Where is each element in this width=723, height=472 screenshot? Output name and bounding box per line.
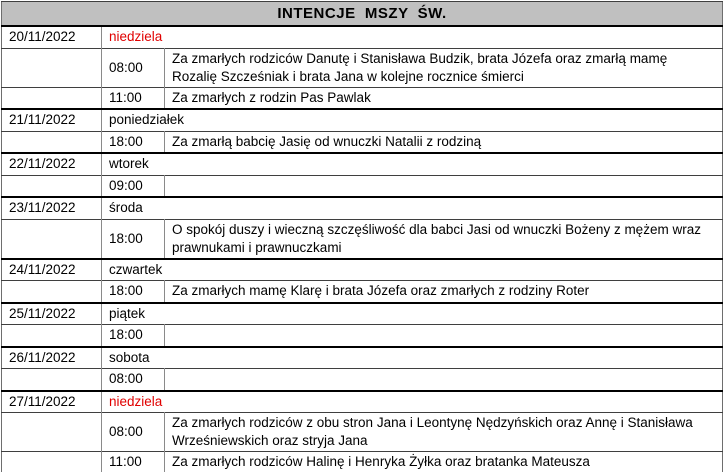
intention-cell: Za zmarłych rodziców z obu stron Jana i Leontynę Nędzyńskich oraz Annę i Stanisława Wrześniewskich oraz stryja Jana: [165, 413, 723, 452]
date-row: [2, 391, 723, 413]
day-name-cell: piątek: [102, 303, 723, 325]
date-cell: 27/11/2022: [2, 391, 102, 413]
time-cell: 08:00: [102, 369, 165, 391]
title-row: [2, 2, 723, 27]
date-spacer-cell: [2, 413, 102, 452]
intention-cell: [165, 175, 723, 197]
intention-cell: Za zmarłych z rodzin Pas Pawlak: [165, 87, 723, 109]
mass-row: [2, 219, 723, 259]
intention-cell: O spokój duszy i wieczną szczęśliwość dla babci Jasi od wnuczki Bożeny z mężem wraz prawnukami i prawnuczkami: [165, 219, 723, 259]
date-cell: 20/11/2022: [2, 26, 102, 48]
date-row: [2, 303, 723, 325]
intention-cell: Za zmarłych mamę Klarę i brata Józefa oraz zmarłych z rodziny Roter: [165, 281, 723, 303]
time-cell: 18:00: [102, 219, 165, 259]
date-spacer-cell: [2, 48, 102, 87]
intention-cell: Za zmarłych rodziców Halinę i Henryka Żyłka oraz bratanka Mateusza: [165, 452, 723, 472]
date-spacer-cell: [2, 452, 102, 472]
mass-row: [2, 369, 723, 391]
date-row: [2, 109, 723, 131]
time-cell: 11:00: [102, 87, 165, 109]
mass-row: [2, 413, 723, 452]
date-row: [2, 347, 723, 369]
date-spacer-cell: [2, 131, 102, 153]
date-spacer-cell: [2, 175, 102, 197]
date-row: [2, 259, 723, 281]
time-cell: 18:00: [102, 325, 165, 347]
day-name-cell: sobota: [102, 347, 723, 369]
date-cell: 22/11/2022: [2, 153, 102, 175]
time-cell: 18:00: [102, 281, 165, 303]
schedule-body: [2, 26, 723, 472]
date-spacer-cell: [2, 369, 102, 391]
day-name-cell: niedziela: [102, 391, 723, 413]
time-cell: 11:00: [102, 452, 165, 472]
mass-row: [2, 281, 723, 303]
day-name-cell: czwartek: [102, 259, 723, 281]
date-spacer-cell: [2, 87, 102, 109]
mass-row: [2, 131, 723, 153]
date-cell: 25/11/2022: [2, 303, 102, 325]
time-cell: 09:00: [102, 175, 165, 197]
date-spacer-cell: [2, 325, 102, 347]
intention-cell: Za zmarłą babcię Jasię od wnuczki Natalii z rodziną: [165, 131, 723, 153]
date-cell: 21/11/2022: [2, 109, 102, 131]
date-cell: 26/11/2022: [2, 347, 102, 369]
day-name-cell: środa: [102, 197, 723, 219]
day-name-cell: niedziela: [102, 26, 723, 48]
mass-row: [2, 325, 723, 347]
time-cell: 08:00: [102, 413, 165, 452]
mass-row: [2, 48, 723, 87]
date-cell: 23/11/2022: [2, 197, 102, 219]
page-title: INTENCJE MSZY ŚW.: [2, 2, 723, 27]
mass-row: [2, 452, 723, 472]
date-row: [2, 153, 723, 175]
intention-cell: Za zmarłych rodziców Danutę i Stanisława Budzik, brata Józefa oraz zmarłą mamę Rozalię Szcześniak i brata Jana w kolejne rocznice śmierci: [165, 48, 723, 87]
intention-cell: [165, 369, 723, 391]
time-cell: 18:00: [102, 131, 165, 153]
mass-row: [2, 87, 723, 109]
date-row: [2, 197, 723, 219]
date-spacer-cell: [2, 281, 102, 303]
date-cell: 24/11/2022: [2, 259, 102, 281]
mass-intentions-table: [1, 1, 723, 472]
date-spacer-cell: [2, 219, 102, 259]
date-row: [2, 26, 723, 48]
intention-cell: [165, 325, 723, 347]
day-name-cell: poniedziałek: [102, 109, 723, 131]
day-name-cell: wtorek: [102, 153, 723, 175]
time-cell: 08:00: [102, 48, 165, 87]
mass-row: [2, 175, 723, 197]
